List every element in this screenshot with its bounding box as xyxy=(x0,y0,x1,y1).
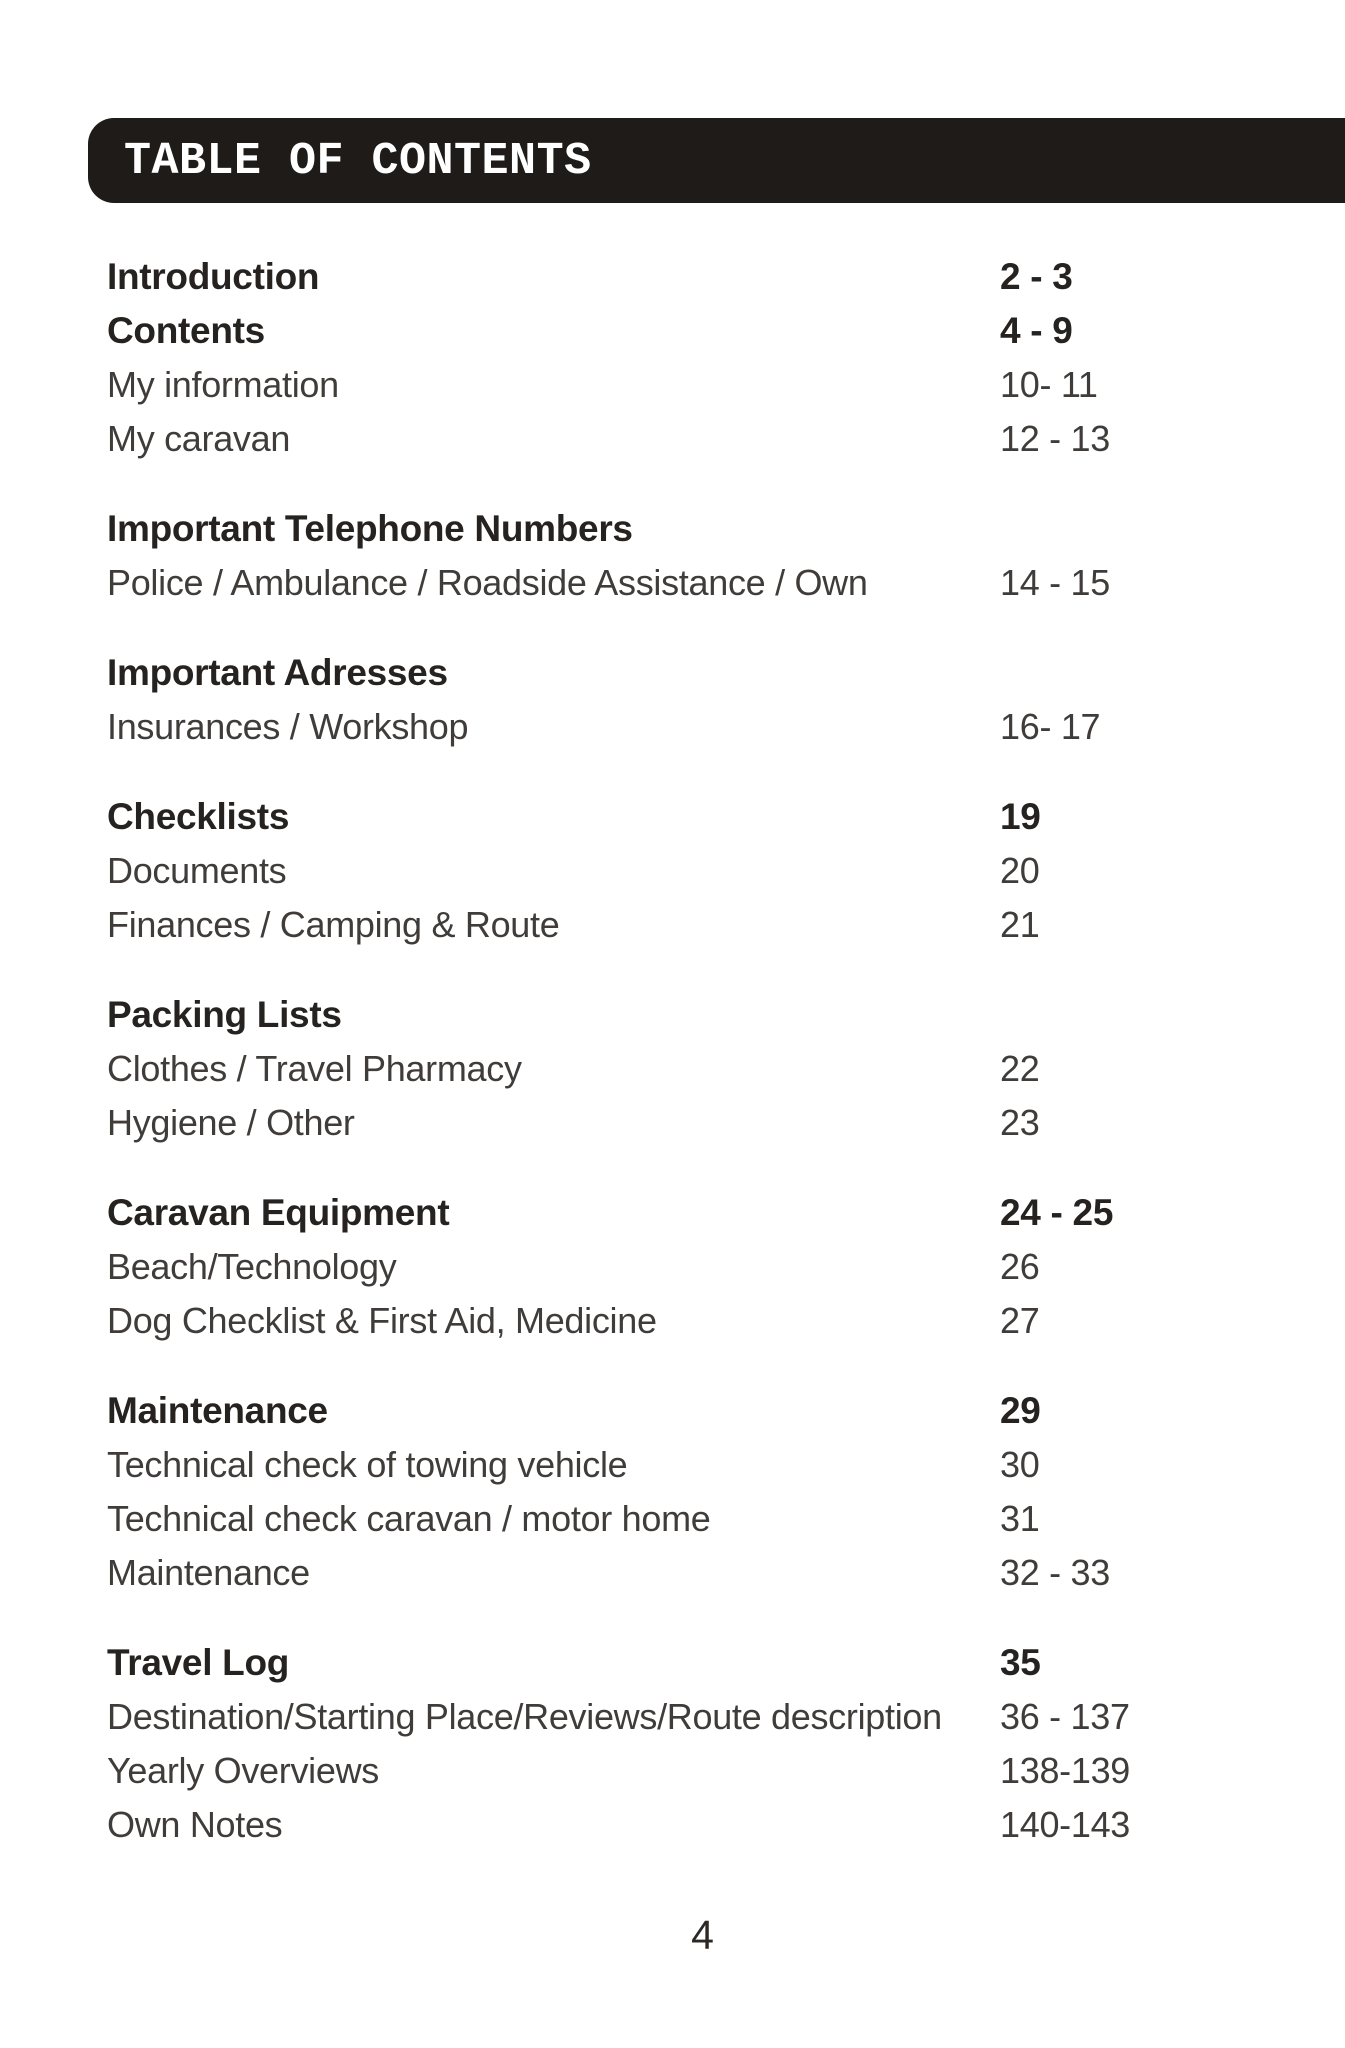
toc-row xyxy=(107,1240,1345,1294)
toc-list xyxy=(107,250,1345,1888)
toc-entry-label: Technical check caravan / motor home xyxy=(107,1498,711,1539)
toc-entry-pages: 27 xyxy=(1000,1300,1040,1341)
toc-row xyxy=(107,1294,1345,1348)
toc-entry-label: Yearly Overviews xyxy=(107,1750,379,1791)
toc-section xyxy=(107,1186,1345,1348)
toc-entry-label: Travel Log xyxy=(107,1642,290,1683)
toc-section xyxy=(107,988,1345,1150)
toc-entry-label: Contents xyxy=(107,310,265,351)
toc-entry-label: Maintenance xyxy=(107,1552,310,1593)
toc-entry-label: Clothes / Travel Pharmacy xyxy=(107,1048,522,1089)
toc-section xyxy=(107,1636,1345,1852)
toc-row xyxy=(107,1186,1345,1240)
toc-section xyxy=(107,250,1345,466)
toc-entry-label: Maintenance xyxy=(107,1390,328,1431)
toc-row xyxy=(107,790,1345,844)
toc-entry-pages: 21 xyxy=(1000,904,1040,945)
toc-row xyxy=(107,1438,1345,1492)
toc-row xyxy=(107,412,1345,466)
toc-entry-pages: 26 xyxy=(1000,1246,1040,1287)
toc-entry-label: Important Adresses xyxy=(107,652,448,693)
toc-row xyxy=(107,358,1345,412)
toc-row xyxy=(107,700,1345,754)
toc-row xyxy=(107,1042,1345,1096)
toc-entry-pages: 2 - 3 xyxy=(1000,256,1073,297)
toc-entry-label: Police / Ambulance / Roadside Assistance / Own xyxy=(107,562,868,603)
toc-row xyxy=(107,646,1345,700)
toc-row xyxy=(107,250,1345,304)
toc-entry-label: Beach/Technology xyxy=(107,1246,397,1287)
toc-entry-label: Insurances / Workshop xyxy=(107,706,469,747)
toc-entry-pages: 32 - 33 xyxy=(1000,1552,1110,1593)
toc-entry-pages: 12 - 13 xyxy=(1000,418,1110,459)
toc-entry-label: Caravan Equipment xyxy=(107,1192,450,1233)
toc-section xyxy=(107,646,1345,754)
toc-entry-pages: 10- 11 xyxy=(1000,364,1098,405)
toc-row xyxy=(107,1690,1345,1744)
toc-row xyxy=(107,556,1345,610)
toc-entry-label: Finances / Camping & Route xyxy=(107,904,560,945)
page-number: 4 xyxy=(691,1912,714,1958)
toc-entry-pages: 35 xyxy=(1000,1642,1041,1683)
toc-entry-label: Own Notes xyxy=(107,1804,283,1845)
toc-entry-pages: 19 xyxy=(1000,796,1041,837)
toc-row xyxy=(107,1492,1345,1546)
toc-entry-label: My caravan xyxy=(107,418,291,459)
toc-entry-pages: 24 - 25 xyxy=(1000,1192,1114,1233)
toc-entry-label: Destination/Starting Place/Reviews/Route description xyxy=(107,1696,942,1737)
toc-entry-label: Packing Lists xyxy=(107,994,342,1035)
toc-entry-pages: 140-143 xyxy=(1000,1804,1131,1845)
toc-entry-pages: 23 xyxy=(1000,1102,1040,1143)
toc-row xyxy=(107,502,1345,556)
toc-row xyxy=(107,1546,1345,1600)
toc-entry-pages: 30 xyxy=(1000,1444,1040,1485)
toc-row xyxy=(107,844,1345,898)
toc-entry-pages: 20 xyxy=(1000,850,1040,891)
toc-entry-pages: 31 xyxy=(1000,1498,1040,1539)
toc-entry-pages: 4 - 9 xyxy=(1000,310,1073,351)
toc-entry-label: My information xyxy=(107,364,339,405)
toc-entry-label: Important Telephone Numbers xyxy=(107,508,633,549)
toc-entry-pages: 138-139 xyxy=(1000,1750,1131,1791)
toc-row xyxy=(107,988,1345,1042)
toc-row xyxy=(107,1636,1345,1690)
toc-entry-label: Checklists xyxy=(107,796,290,837)
toc-entry-pages: 36 - 137 xyxy=(1000,1696,1130,1737)
toc-row xyxy=(107,1744,1345,1798)
toc-entry-pages: 29 xyxy=(1000,1390,1041,1431)
toc-section xyxy=(107,502,1345,610)
page-title: TABLE OF CONTENTS xyxy=(124,136,592,187)
toc-entry-label: Technical check of towing vehicle xyxy=(107,1444,628,1485)
toc-row xyxy=(107,1384,1345,1438)
toc-entry-pages: 14 - 15 xyxy=(1000,562,1110,603)
toc-entry-label: Dog Checklist & First Aid, Medicine xyxy=(107,1300,657,1341)
toc-section xyxy=(107,1384,1345,1600)
toc-row xyxy=(107,304,1345,358)
toc-entry-pages: 16- 17 xyxy=(1000,706,1101,747)
toc-entry-label: Introduction xyxy=(107,256,320,297)
toc-entry-label: Hygiene / Other xyxy=(107,1102,355,1143)
toc-row xyxy=(107,1096,1345,1150)
table-of-contents-header-bar xyxy=(88,118,1345,203)
toc-entry-label: Documents xyxy=(107,850,287,891)
toc-row xyxy=(107,898,1345,952)
toc-row xyxy=(107,1798,1345,1852)
toc-section xyxy=(107,790,1345,952)
toc-entry-pages: 22 xyxy=(1000,1048,1040,1089)
